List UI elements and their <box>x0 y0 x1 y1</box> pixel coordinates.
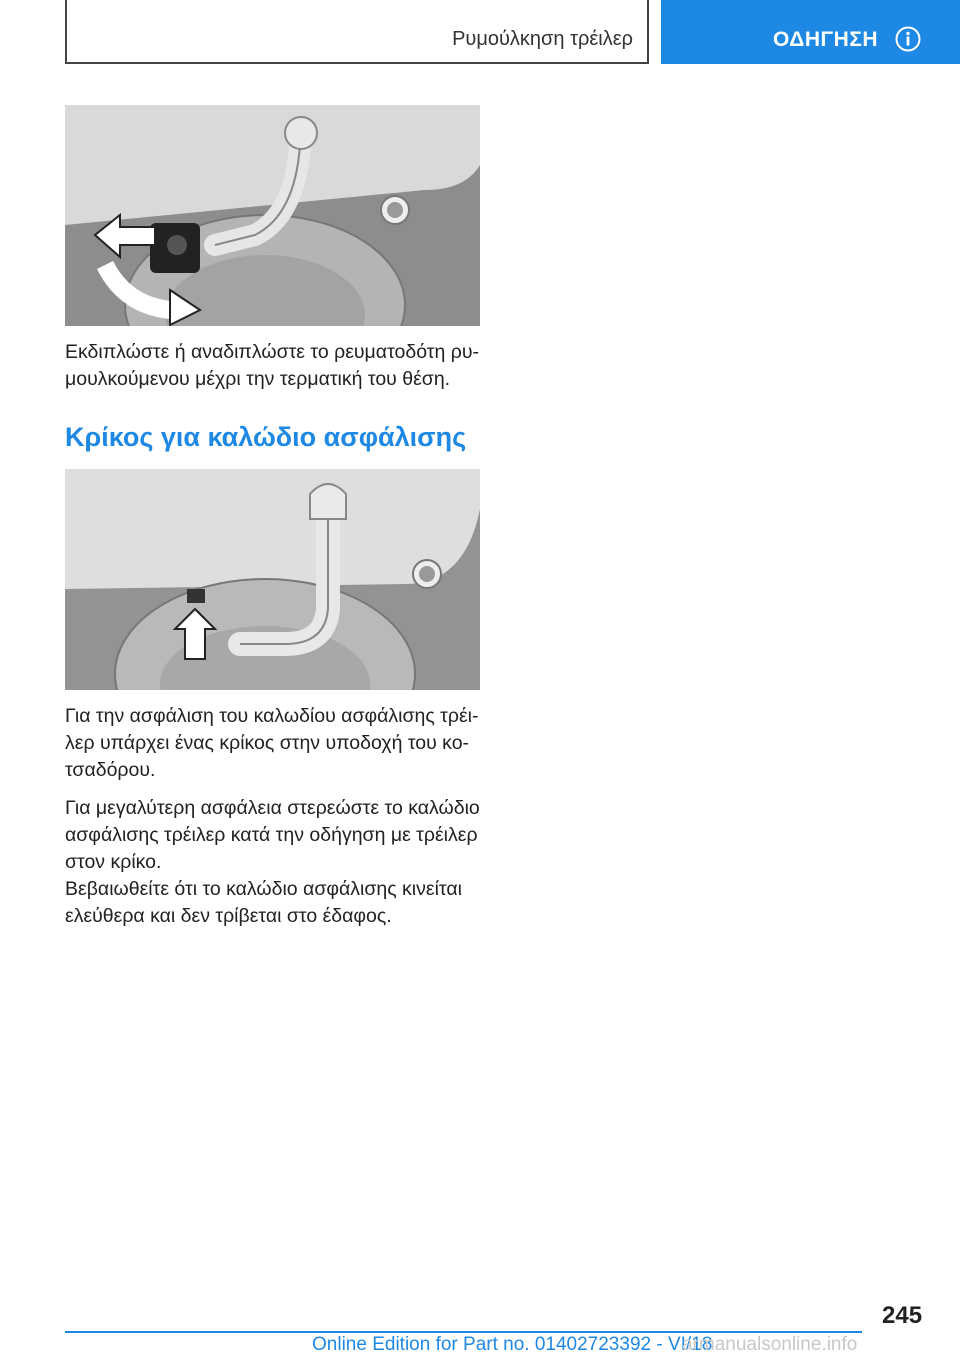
instruction-paragraph: Εκδιπλώστε ή αναδιπλώστε το ρευματοδότη ρυμουλκούμενου μέχρι την τερματική του θέση. <box>65 341 479 390</box>
footer-divider <box>65 1331 862 1333</box>
section-tab[interactable] <box>661 0 960 64</box>
page-number: 245 <box>882 1302 923 1329</box>
safety-cable-ring-illustration <box>65 469 480 690</box>
footer-edition: Online Edition for Part no. 01402723392 - VI/18 <box>312 1334 713 1355</box>
socket-folding-illustration <box>65 105 480 326</box>
watermark: armanualsonline.info <box>682 1334 858 1355</box>
instruction-paragraph: Για την ασφάλιση του καλωδίου ασφάλισης τρέιλερ υπάρχει ένας κρίκος στην υποδοχή του κοτσαδόρου. <box>65 705 479 781</box>
instruction-paragraph: Για μεγαλύτερη ασφάλεια στερεώστε το καλώδιο ασφάλισης τρέιλερ κατά την οδήγηση με τρέιλερ στον κρίκο. <box>65 797 480 873</box>
section-heading: Κρίκος για καλώδιο ασφάλισης <box>65 422 467 452</box>
instruction-paragraph: Βεβαιωθείτε ότι το καλώδιο ασφάλισης κινείται ελεύθερα και δεν τρίβεται στο έδαφος. <box>65 878 462 927</box>
chapter-title: Ρυμούλκηση τρέιλερ <box>452 28 633 50</box>
info-circle-icon[interactable] <box>895 26 921 52</box>
header-title-box <box>65 0 649 64</box>
section-label: ΟΔΗΓΗΣΗ <box>773 28 879 51</box>
